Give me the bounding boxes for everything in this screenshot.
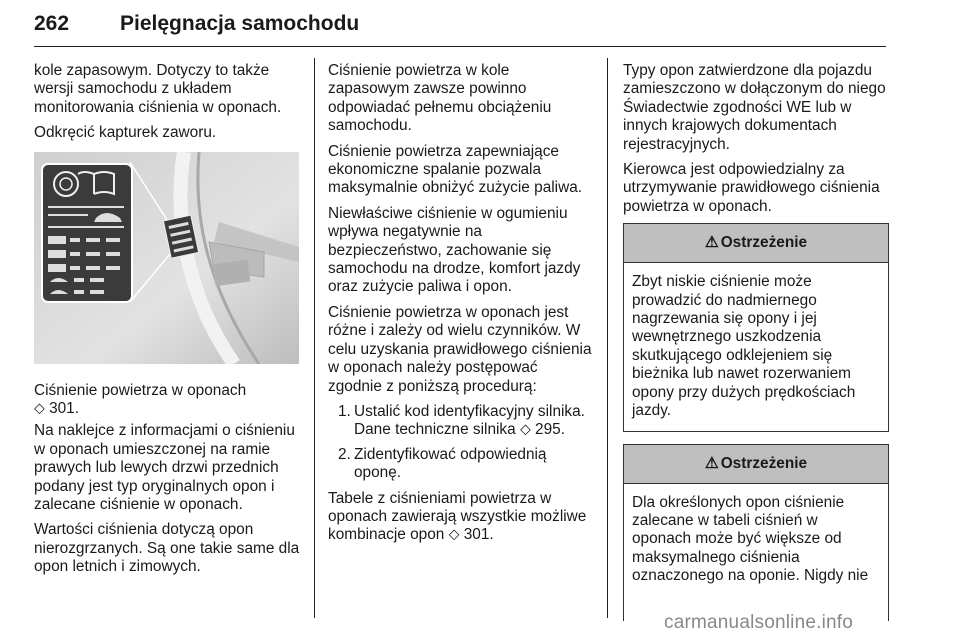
warning-box (623, 444, 889, 621)
page-reference[interactable]: 295. (535, 421, 566, 439)
reference-arrow-icon: ⬦ (519, 421, 531, 439)
column-1 (34, 62, 302, 584)
warning-text: Dla określonych opon ciśnienie zalecane w tabeli ciśnień w oponach może być większe od maksymalnego ciśnienia oznaczonego na oponie. Nigdy nie (632, 493, 869, 585)
watermark: carmanualsonline.info (664, 612, 854, 633)
warning-text: Zbyt niskie ciśnienie może prowadzić do nadmiernego nagrzewania się opony i jej wewnętrznego uszkodzenia skutkującego odklejeniem się bieżnika lub nawet rozerwaniem opony przy dużych prędkościach jazdy. (632, 273, 856, 420)
column-3 (623, 62, 889, 621)
reference-arrow-icon: ⬦ (448, 526, 460, 544)
paragraph: Niewłaściwe ciśnienie w ogumieniu wpływa negatywnie na bezpieczeństwo, zachowanie się samochodu na drodze, komfort jazdy oraz zużycie paliwa i opon. (328, 204, 581, 296)
warning-header: ⚠ Ostrzeżenie (624, 224, 888, 263)
reference-arrow-icon: ⬦ (34, 400, 45, 418)
paragraph: Typy opon zatwierdzone dla pojazdu zamieszczono w dołączonym do niego Świadectwie zgodności WE lub w innych krajowych dokumentach rejestracyjnych. (623, 62, 886, 153)
page-title: Pielęgnacja samochodu (120, 12, 360, 35)
warning-triangle-icon: ⚠ (704, 234, 719, 252)
column-divider (314, 58, 315, 618)
column-divider (607, 58, 608, 618)
paragraph: Kierowca jest odpowiedzialny za utrzymywanie prawidłowego ciśnienia powietrza w oponach. (623, 161, 880, 215)
page-reference[interactable]: 301. (463, 526, 494, 544)
figure-caption: Ciśnienie powietrza w oponach ⬦ 301. (34, 381, 247, 418)
page-number: 262 (34, 12, 70, 35)
paragraph: Tabele z ciśnieniami powietrza w oponach zawierają wszystkie możliwe kombinacje opon ⬦ 301. (328, 489, 587, 544)
tire-pressure-label-figure (34, 152, 299, 364)
paragraph: Wartości ciśnienia dotyczą opon nierozgrzanych. Są one takie same dla opon letnich i zimowych. (34, 521, 300, 576)
warning-triangle-icon: ⚠ (704, 454, 719, 472)
paragraph: kole zapasowym. Dotyczy to także wersji samochodu z układem monitorowania ciśnienia w oponach. (34, 62, 282, 116)
warning-header: ⚠ Ostrzeżenie (624, 445, 888, 484)
procedure-list (328, 403, 594, 483)
list-item: 1. Ustalić kod identyfikacyjny silnika. Dane techniczne silnika ⬦ 295. (338, 402, 585, 439)
page-header (34, 6, 886, 47)
paragraph: Odkręcić kapturek zaworu. (34, 124, 217, 142)
warning-box (623, 223, 889, 431)
column-2 (328, 62, 594, 552)
paragraph: Na naklejce z informacjami o ciśnieniu w oponach umieszczonej na ramie prawych lub lewych drzwi przednich podany jest typ oryginalnych opon i zalecane ciśnienie w oponach. (34, 422, 295, 514)
paragraph: Ciśnienie powietrza zapewniające ekonomiczne spalanie pozwala maksymalnie obniżyć zużycie paliwa. (328, 142, 583, 197)
paragraph: Ciśnienie powietrza w kole zapasowym zawsze powinno odpowiadać pełnemu obciążeniu samochodu. (328, 62, 552, 135)
page-reference[interactable]: 301. (49, 400, 80, 418)
paragraph: Ciśnienie powietrza w oponach jest różne i zależy od wielu czynników. W celu uzyskania prawidłowego ciśnienia w oponach należy postępować zgodnie z poniższą procedurą: (328, 303, 592, 395)
list-item: 2. Zidentyfikować odpowiednią oponę. (338, 445, 547, 482)
